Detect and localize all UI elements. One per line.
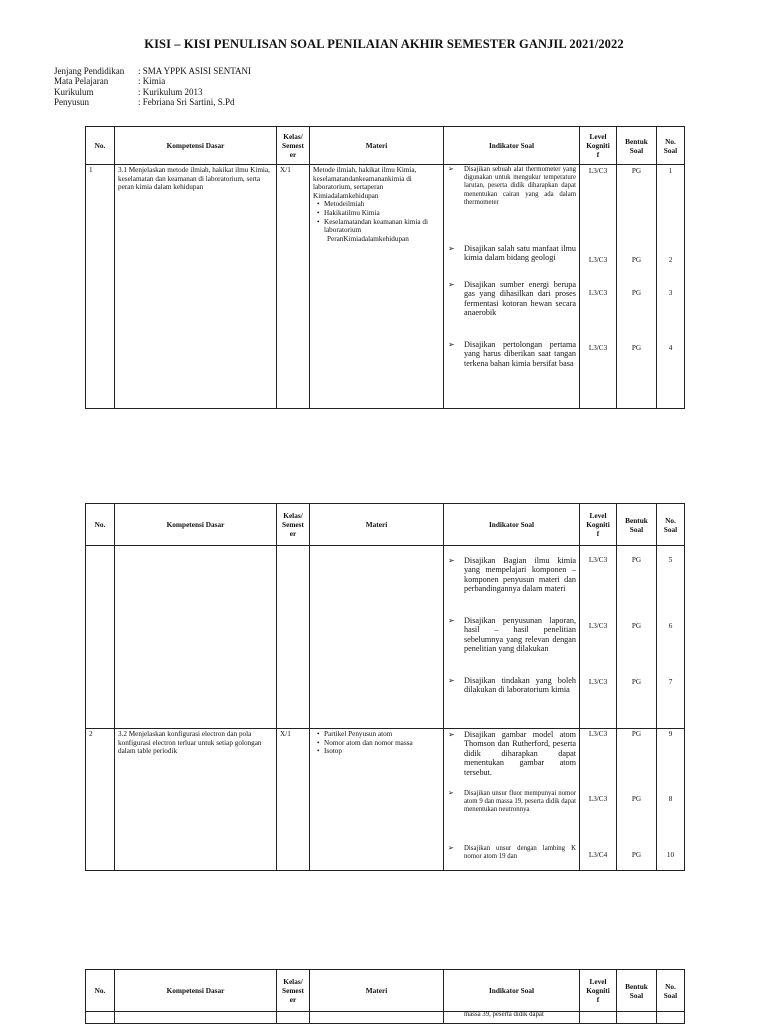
level-value: L3/C3 [588,795,608,803]
cell-bentuk [617,165,657,409]
document-meta [54,66,251,108]
list-item: • Nomor atom dan nomor massa [317,739,440,748]
arrow-icon: ➢ [448,730,455,739]
list-item: • Partikel Penyusun atom [317,730,440,739]
table-header-row [86,970,685,1012]
cell-no: 2 [86,729,115,871]
indicator-item: ➢ Disajikan Bagian ilmu kimia yang mempelajari komponen – komponen penyusun materi dan perbandingannya dalam materi [448,556,576,594]
cell-materi [310,1012,444,1024]
meta-row-mapel [54,76,251,86]
cell-kd: 3.1 Menjelaskan metode ilmiah, hakikat ilmu Kimia, keselamatan dan keamanan di laboratorium, serta peran kimia dalam kehidupan [115,165,277,409]
cell-indikator [444,729,580,871]
cell-kelas [277,546,310,729]
cell-no [86,546,115,729]
nosoal-value: 10 [666,851,675,859]
header-kd: Kompetensi Dasar [115,127,277,165]
cell-kelas: X/1 [277,165,310,409]
indicator-item: ➢ Disajikan sumber energi berupa gas yang dihasilkan dari proses fermentasi kotoran hewan secara anaerobik [448,280,576,318]
meta-value: : Kimia [138,76,166,87]
level-value: L3/C3 [588,256,608,264]
cell-level [580,165,617,409]
arrow-icon: ➢ [448,676,455,685]
meta-value: : Febriana Sri Sartini, S.Pd [138,97,235,108]
level-value: L3/C3 [588,344,608,352]
list-item: • Hakikatilmu Kimia [317,209,440,218]
cell-kd [115,1012,277,1024]
table-row [86,729,685,871]
meta-row-penyusun [54,97,251,107]
level-value: L3/C4 [588,851,608,859]
nosoal-value: 2 [668,256,673,264]
cell-indikator [444,165,580,409]
bentuk-value: PG [631,167,642,175]
indicator-item: ➢ Disajikan unsur dengan lambing K nomor atom 19 dan [448,845,576,861]
header-materi: Materi [310,504,444,546]
header-kelas: Kelas/ Semest er [277,127,310,165]
meta-label: Kurikulum [54,86,94,97]
level-value: L3/C3 [588,730,608,738]
meta-row-jenjang [54,66,251,76]
cell-materi [310,729,444,871]
indicator-item: ➢ Disajikan tindakan yang boleh dilakukan di laboratorium kimia [448,676,576,695]
level-value: L3/C3 [588,167,608,175]
arrow-icon: ➢ [448,790,454,797]
cell-nosoal [657,1012,685,1024]
table-header-row [86,127,685,165]
cell-no: 1 [86,165,115,409]
table-row [86,1012,685,1024]
indicator-item: ➢ Disajikan salah satu manfaat ilmu kimia dalam bidang geologi [448,244,576,263]
cell-kelas [277,1012,310,1024]
meta-label: Mata Pelajaran [54,76,109,87]
arrow-icon: ➢ [448,556,455,565]
document-title: KISI – KISI PENULISAN SOAL PENILAIAN AKHIR SEMESTER GANJIL 2021/2022 [144,37,624,51]
indicator-item: ➢ Disajikan pertolongan pertama yang harus diberikan saat tangan terkena bahan kimia bersifat basa [448,340,576,368]
materi-extra: PeranKimiadalamkehidupan [327,234,409,243]
bentuk-value: PG [631,795,642,803]
cell-bentuk [617,1012,657,1024]
list-item: • Metodeilmiah [317,200,440,209]
header-no: No. [86,970,115,1012]
cell-level [580,1012,617,1024]
nosoal-value: 1 [668,167,673,175]
cell-materi [310,546,444,729]
header-indikator: Indikator Soal [444,127,580,165]
level-value: L3/C3 [588,678,608,686]
bentuk-value: PG [631,556,642,564]
cell-indikator [444,1012,580,1024]
header-indikator: Indikator Soal [444,970,580,1012]
indicator-item: ➢ Disajikan unsur fluor mempunyai nomor atom 9 dan massa 19, peserta didik dapat menentukan neutronnya [448,790,576,814]
level-value: L3/C3 [588,289,608,297]
materi-list [313,730,440,756]
list-item: • Isotop [317,747,440,756]
header-level: Level Kogniti f [580,504,617,546]
indicator-item: ➢ Disajikan gambar model atom Thomson dan Rutherford, peserta didik diharapkan dapat menentukan gambar atom tersebut. [448,730,576,777]
nosoal-value: 7 [668,678,673,686]
indicator-item: ➢ Disajikan penyusunan laporan, hasil – hasil penelitian sebelumnya yang relevan dengan penelitian yang dilakukan [448,616,576,654]
header-kd: Kompetensi Dasar [115,504,277,546]
header-no: No. [86,504,115,546]
bentuk-value: PG [631,256,642,264]
header-materi: Materi [310,127,444,165]
nosoal-value: 3 [668,289,673,297]
cell-no [86,1012,115,1024]
cell-kelas: X/1 [277,729,310,871]
meta-value: : SMA YPPK ASISI SENTANI [138,66,251,76]
kisi-table-3 [85,969,685,1024]
cell-level [580,729,617,871]
bentuk-value: PG [631,622,642,630]
table-row [86,165,685,409]
meta-label: Penyusun [54,97,90,108]
meta-label: Jenjang Pendidikan [54,66,125,76]
nosoal-value: 5 [668,556,673,564]
list-item: • Keselamatandan keamanan kimia di laboratorium [317,218,440,235]
header-no: No. [86,127,115,165]
header-kd: Kompetensi Dasar [115,970,277,1012]
bentuk-value: PG [631,730,642,738]
cell-materi [310,165,444,409]
level-value: L3/C3 [588,622,608,630]
cell-nosoal [657,729,685,871]
cell-indikator [444,546,580,729]
meta-value: : Kurikulum 2013 [138,86,203,97]
nosoal-value: 9 [668,730,673,738]
header-kelas: Kelas/ Semest er [277,504,310,546]
bentuk-value: PG [631,344,642,352]
bentuk-value: PG [631,289,642,297]
header-level: Level Kogniti f [580,127,617,165]
cell-bentuk [617,729,657,871]
cell-bentuk [617,546,657,729]
cell-kd [115,546,277,729]
header-nosoal: No. Soal [657,504,685,546]
header-bentuk: Bentuk Soal [617,504,657,546]
header-bentuk: Bentuk Soal [617,970,657,1012]
header-kelas: Kelas/ Semest er [277,970,310,1012]
arrow-icon: ➢ [448,616,455,625]
cell-kd: 3.2 Menjelaskan konfigurasi electron dan pola konfigurasi electron terluar untuk setiap golongan dalam table periodik [115,729,277,871]
arrow-icon: ➢ [448,340,455,349]
cell-nosoal [657,165,685,409]
table-row [86,546,685,729]
kisi-table-1 [85,126,685,409]
cell-nosoal [657,546,685,729]
materi-list [313,200,440,234]
meta-row-kurikulum [54,87,251,97]
level-value: L3/C3 [588,556,608,564]
arrow-icon: ➢ [448,280,455,289]
header-materi: Materi [310,970,444,1012]
nosoal-value: 6 [668,622,673,630]
cell-level [580,546,617,729]
arrow-icon: ➢ [448,244,455,253]
materi-text: Metode ilmiah, hakikat ilmu Kimia, keselamatandankeamanankimia di laboratorium, sertaperan Kimiadalamkehidupan [313,166,417,200]
header-indikator: Indikator Soal [444,504,580,546]
header-level: Level Kogniti f [580,970,617,1012]
indicator-continued: massa 39, peserta didik dapat [464,1011,544,1018]
bentuk-value: PG [631,678,642,686]
kisi-table-2 [85,503,685,871]
header-nosoal: No. Soal [657,127,685,165]
nosoal-value: 8 [668,795,673,803]
nosoal-value: 4 [668,344,673,352]
bentuk-value: PG [631,851,642,859]
header-bentuk: Bentuk Soal [617,127,657,165]
table-header-row [86,504,685,546]
indicator-item: ➢ Disajikan sebuah alat thermometer yang digunakan untuk mengukur temperature larutan, peserta didik diharapkan dapat menentukan cairan yang ada dalam thermometer [448,166,576,206]
header-nosoal: No. Soal [657,970,685,1012]
arrow-icon: ➢ [448,845,454,852]
arrow-icon: ➢ [448,166,454,173]
